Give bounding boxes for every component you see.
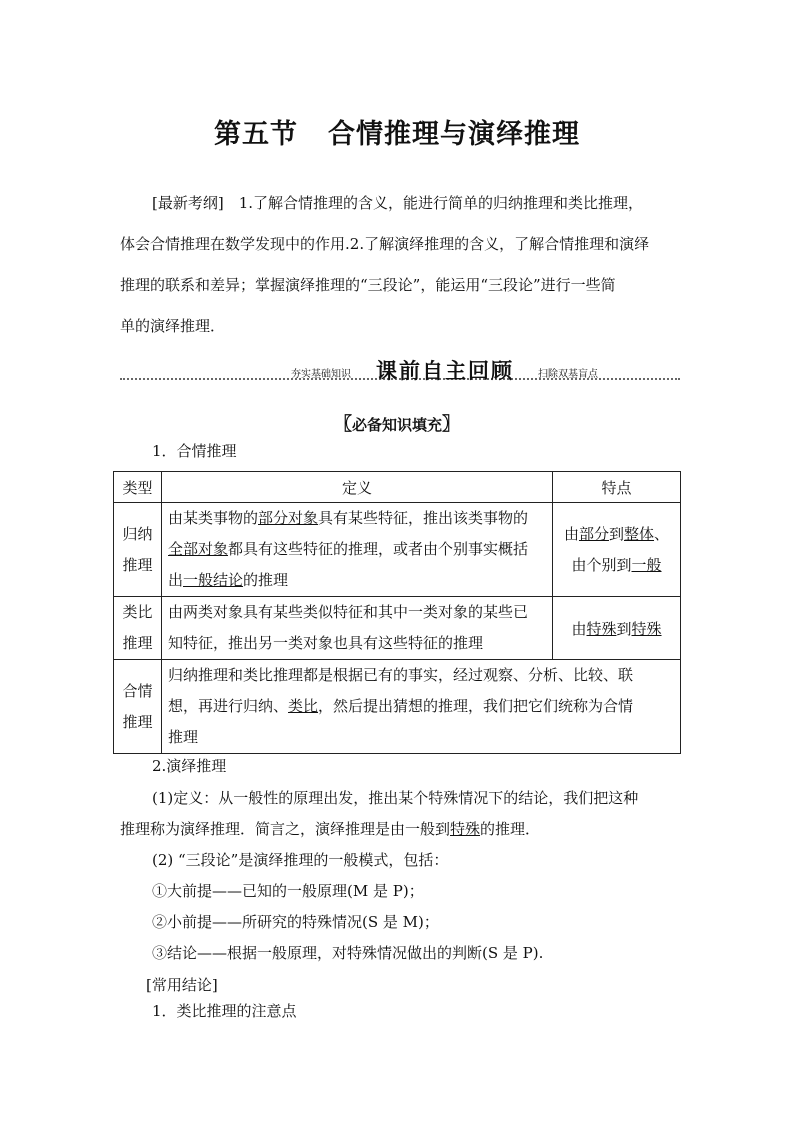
def-line: 知特征，推出另一类对象也具有这些特征的推理 (168, 634, 484, 652)
syllogism-conclusion: ③结论——根据一般原理，对特殊情况做出的判断(S 是 P). (152, 944, 544, 962)
page-title (0, 112, 794, 151)
syllogism-minor-premise: ②小前提——所研究的特殊情况(S 是 M)； (152, 913, 439, 931)
syllogism-major-premise: ①大前提——已知的一般原理(M 是 P)； (152, 882, 424, 900)
section-bracket-open: 〖 (333, 414, 352, 435)
type-line: 推理 (122, 712, 153, 731)
header-definition: 定义 (162, 472, 553, 503)
common-conclusions-label: [常用结论] (146, 976, 218, 994)
table-row (114, 503, 681, 597)
type-line: 推理 (122, 634, 153, 652)
item-3-heading: 1．类比推理的注意点 (152, 1002, 297, 1020)
type-line: 类比 (122, 603, 153, 621)
section-heading (0, 410, 794, 436)
item-1-heading: 1．合情推理 (152, 442, 237, 460)
syllabus-line-4: 单的演绎推理． (120, 317, 226, 335)
syllogism-intro: (2) “三段论”是演绎推理的一般模式，包括： (152, 851, 449, 869)
def-line: 归纳推理和类比推理都是根据已有的事实，经过观察、分析、比较、联 (168, 666, 634, 684)
row-type-induction (114, 503, 162, 597)
title-section-number: 第五节 (214, 119, 298, 150)
banner-right-text: 扫除双基盲点 (538, 369, 598, 380)
item-2-heading: 2.演绎推理 (152, 757, 227, 775)
def-line: 想，再进行归纳、类比，然后提出猜想的推理，我们把它们统称为合情 (168, 697, 634, 715)
section-label: 必备知识填充 (351, 416, 442, 434)
banner-left-text: 夯实基础知识 (291, 369, 351, 380)
syllabus-line-2: 体会合情推理在数学发现中的作用.2.了解演绎推理的含义，了解合情推理和演绎 (120, 235, 650, 253)
table-header-row (114, 472, 681, 503)
row-type-plausible (114, 660, 162, 754)
row-def-induction (162, 503, 553, 597)
syllabus-line-1: [最新考纲] 1.了解合情推理的含义，能进行简单的归纳推理和类比推理， (152, 194, 644, 212)
feat-line: 由个别到一般 (571, 555, 662, 574)
syllabus-line-3: 推理的联系和差异；掌握演绎推理的“三段论”，能运用“三段论”进行一些简 (120, 276, 616, 294)
header-feature: 特点 (553, 472, 681, 503)
deduction-definition-line-1: (1)定义：从一般性的原理出发，推出某个特殊情况下的结论，我们把这种 (152, 789, 639, 807)
type-line: 归纳 (122, 524, 153, 543)
row-feat-analogy: 由特殊到特殊 (553, 597, 681, 660)
row-feat-induction (553, 503, 681, 597)
row-def-analogy (162, 597, 553, 660)
section-bracket-close: 〗 (442, 414, 460, 435)
table-row (114, 597, 681, 660)
row-type-analogy (114, 597, 162, 660)
header-type: 类型 (114, 472, 162, 503)
type-line: 合情 (122, 681, 153, 700)
title-text: 合情推理与演绎推理 (328, 119, 580, 150)
type-line: 推理 (122, 555, 153, 574)
def-line: 推理 (168, 728, 199, 746)
banner-title: 课前自主回顾 (376, 359, 514, 383)
table-row (114, 660, 681, 754)
reasoning-table (113, 471, 681, 754)
deduction-definition-line-2: 推理称为演绎推理．简言之，演绎推理是由一般到特殊的推理． (120, 820, 541, 838)
def-line: 出一般结论的推理 (168, 571, 289, 589)
feat-line: 由部分到整体、 (563, 524, 670, 543)
def-line: 由两类对象具有某些类似特征和其中一类对象的某些已 (168, 603, 529, 621)
def-line: 全部对象都具有这些特征的推理，或者由个别事实概括 (168, 540, 529, 558)
def-line: 由某类事物的部分对象具有某些特征，推出该类事物的 (168, 509, 529, 527)
row-def-plausible (162, 660, 681, 754)
